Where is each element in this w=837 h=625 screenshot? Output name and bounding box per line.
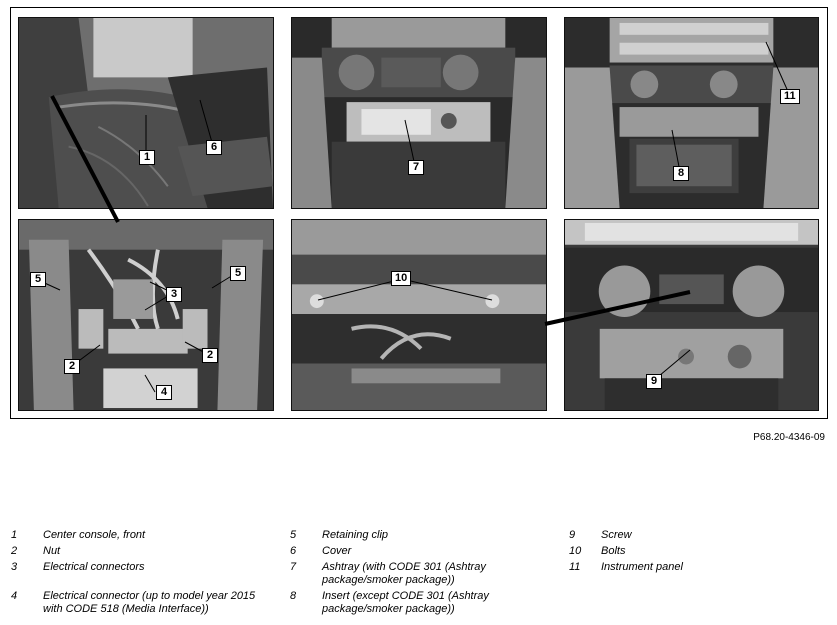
callout-10: 10 (391, 271, 411, 286)
legend-text: Screw (601, 529, 632, 541)
legend-number: 3 (11, 561, 18, 573)
photo-bolts (291, 219, 547, 411)
legend-number: 1 (11, 529, 18, 541)
callout-8: 8 (673, 166, 689, 181)
callout-11: 11 (780, 89, 800, 104)
legend-number: 10 (569, 545, 582, 557)
callout-5-right: 5 (230, 266, 246, 281)
callout-9: 9 (646, 374, 662, 389)
legend-text: Ashtray (with CODE 301 (Ashtray package/smoker package)) (322, 561, 486, 586)
legend-number: 4 (11, 590, 18, 602)
legend-text: Electrical connector (up to model year 2015 with CODE 518 (Media Interface)) (43, 590, 256, 615)
callout-5-left: 5 (30, 272, 46, 287)
legend-text: Bolts (601, 545, 626, 557)
legend-text: Instrument panel (601, 561, 683, 573)
legend-number: 7 (290, 561, 297, 573)
legend-text: Center console, front (43, 529, 146, 541)
legend-text: Insert (except CODE 301 (Ashtray package/smoker package)) (322, 590, 489, 615)
photo-ashtray (291, 17, 547, 209)
legend-text: Cover (322, 545, 352, 557)
legend-number: 8 (290, 590, 297, 602)
callout-2-left: 2 (64, 359, 80, 374)
legend-number: 6 (290, 545, 297, 557)
legend-number: 9 (569, 529, 576, 541)
photo-screw (564, 219, 819, 411)
legend-number: 2 (11, 545, 18, 557)
legend-text: Nut (43, 545, 61, 557)
callout-2-right: 2 (202, 348, 218, 363)
callout-3: 3 (166, 287, 182, 302)
callout-7: 7 (408, 160, 424, 175)
legend-text: Electrical connectors (43, 561, 145, 573)
legend-number: 11 (569, 561, 581, 573)
legend-number: 5 (290, 529, 297, 541)
legend-text: Retaining clip (322, 529, 389, 541)
figure-id: P68.20-4346-09 (753, 432, 825, 443)
callout-4: 4 (156, 385, 172, 400)
photo-insert (564, 17, 819, 209)
photo-connectors (18, 219, 274, 411)
photo-center-console (18, 17, 274, 209)
callout-1: 1 (139, 150, 155, 165)
callout-6: 6 (206, 140, 222, 155)
